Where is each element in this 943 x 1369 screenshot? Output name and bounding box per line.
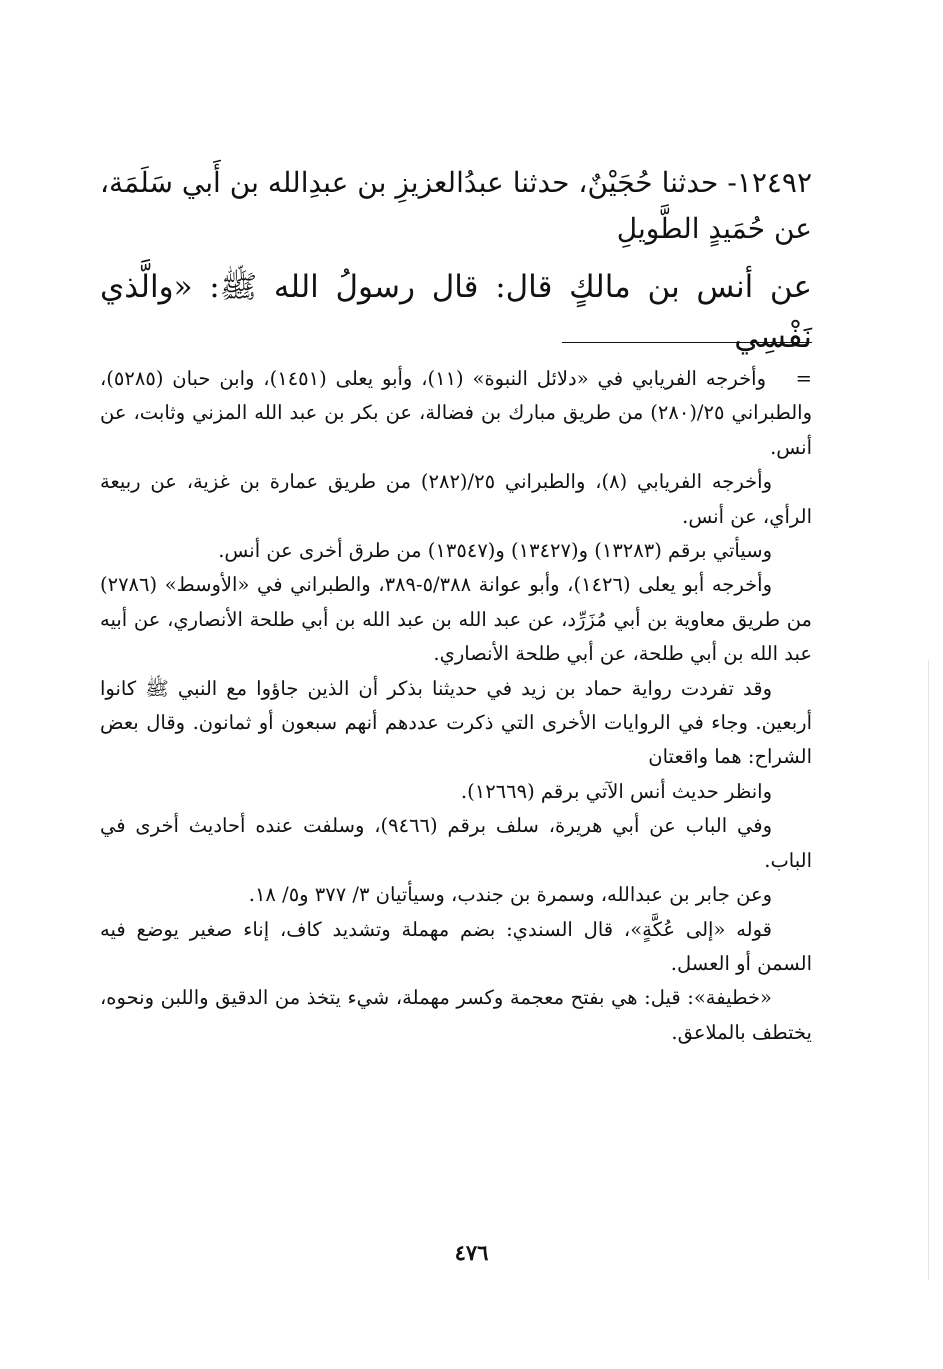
page-number: ٤٧٦ xyxy=(454,1240,489,1265)
footnote-paragraph xyxy=(100,362,812,465)
hadith-matn: عن أنس بن مالكٍ قال: قال رسولُ الله ﷺ: «والَّذي نَفْسِي xyxy=(100,269,812,355)
footnote-paragraph: وانظر حديث أنس الآتي برقم (١٢٦٦٩). xyxy=(460,779,772,803)
footnote-paragraph: قوله «إلى عُكَّةٍ»، قال السندي: بضم مهملة وتشديد كاف، إناء صغير يوضع فيه السمن أو العسل. xyxy=(100,917,812,975)
footnote-paragraph: وفي الباب عن أبي هريرة، سلف برقم (٩٤٦٦)، وسلفت عنده أحاديث أخرى في الباب. xyxy=(100,814,812,872)
hadith-main-text xyxy=(100,160,812,252)
footnote-paragraph: وأخرجه الفريابي (٨)، والطبراني ٢٥/(٢٨٢) من طريق عمارة بن غزية، عن ربيعة الرأي، عن أنس. xyxy=(100,470,812,528)
footnote-paragraph: وعن جابر بن عبدالله، وسمرة بن جندب، وسيأتيان ٣/ ٣٧٧ و٥/ ١٨. xyxy=(248,883,772,907)
footnote-text: وأخرجه الفريابي في «دلائل النبوة» (١١)، وأبو يعلى (١٤٥١)، وابن حبان (٥٢٨٥)، والطبراني ٢٥/(٢٨٠) من طريق مبارك بن فضالة، عن بكر بن عبد الله المزني وثابت، عن أنس. xyxy=(100,367,812,459)
footnote-paragraph: «خطيفة»: قيل: هي بفتح معجمة وكسر مهملة، شيء يتخذ من الدقيق واللبن ونحوه، يختطف بالملاعق. xyxy=(100,986,812,1044)
footnote-paragraph: وأخرجه أبو يعلى (١٤٢٦)، وأبو عوانة ٥/٣٨٨-٣٨٩، والطبراني في «الأوسط» (٢٧٨٦) من طريق معاوية بن أبي مُزَرِّد، عن عبد الله بن عبد الله بن أبي طلحة الأنصاري، عن أبيه عبد الله بن أبي طلحة، عن أبي طلحة الأنصاري. xyxy=(100,573,812,666)
footnote-divider xyxy=(562,342,812,343)
scan-edge-shadow xyxy=(928,660,929,1280)
hadith-isnad: ١٢٤٩٢- حدثنا حُجَيْنٌ، حدثنا عبدُالعزيزِ بن عبدِالله بن أَبي سَلَمَة، عن حُمَيدٍ الطَّويلِ xyxy=(100,166,812,245)
footnotes-section xyxy=(100,362,812,1050)
footnote-paragraph: وسيأتي برقم (١٣٢٨٣) و(١٣٤٢٧) و(١٣٥٤٧) من طرق أخرى عن أنس. xyxy=(218,539,772,563)
continuation-mark: = xyxy=(795,367,812,390)
footnote-paragraph: وقد تفردت رواية حماد بن زيد في حديثنا بذكر أن الذين جاؤوا مع النبي ﷺ كانوا أربعين. وجاء في الروايات الأخرى التي ذكرت عددهم أنهم سبعون أو ثمانون. وقال بعض الشراح: هما واقعتان xyxy=(100,676,812,769)
